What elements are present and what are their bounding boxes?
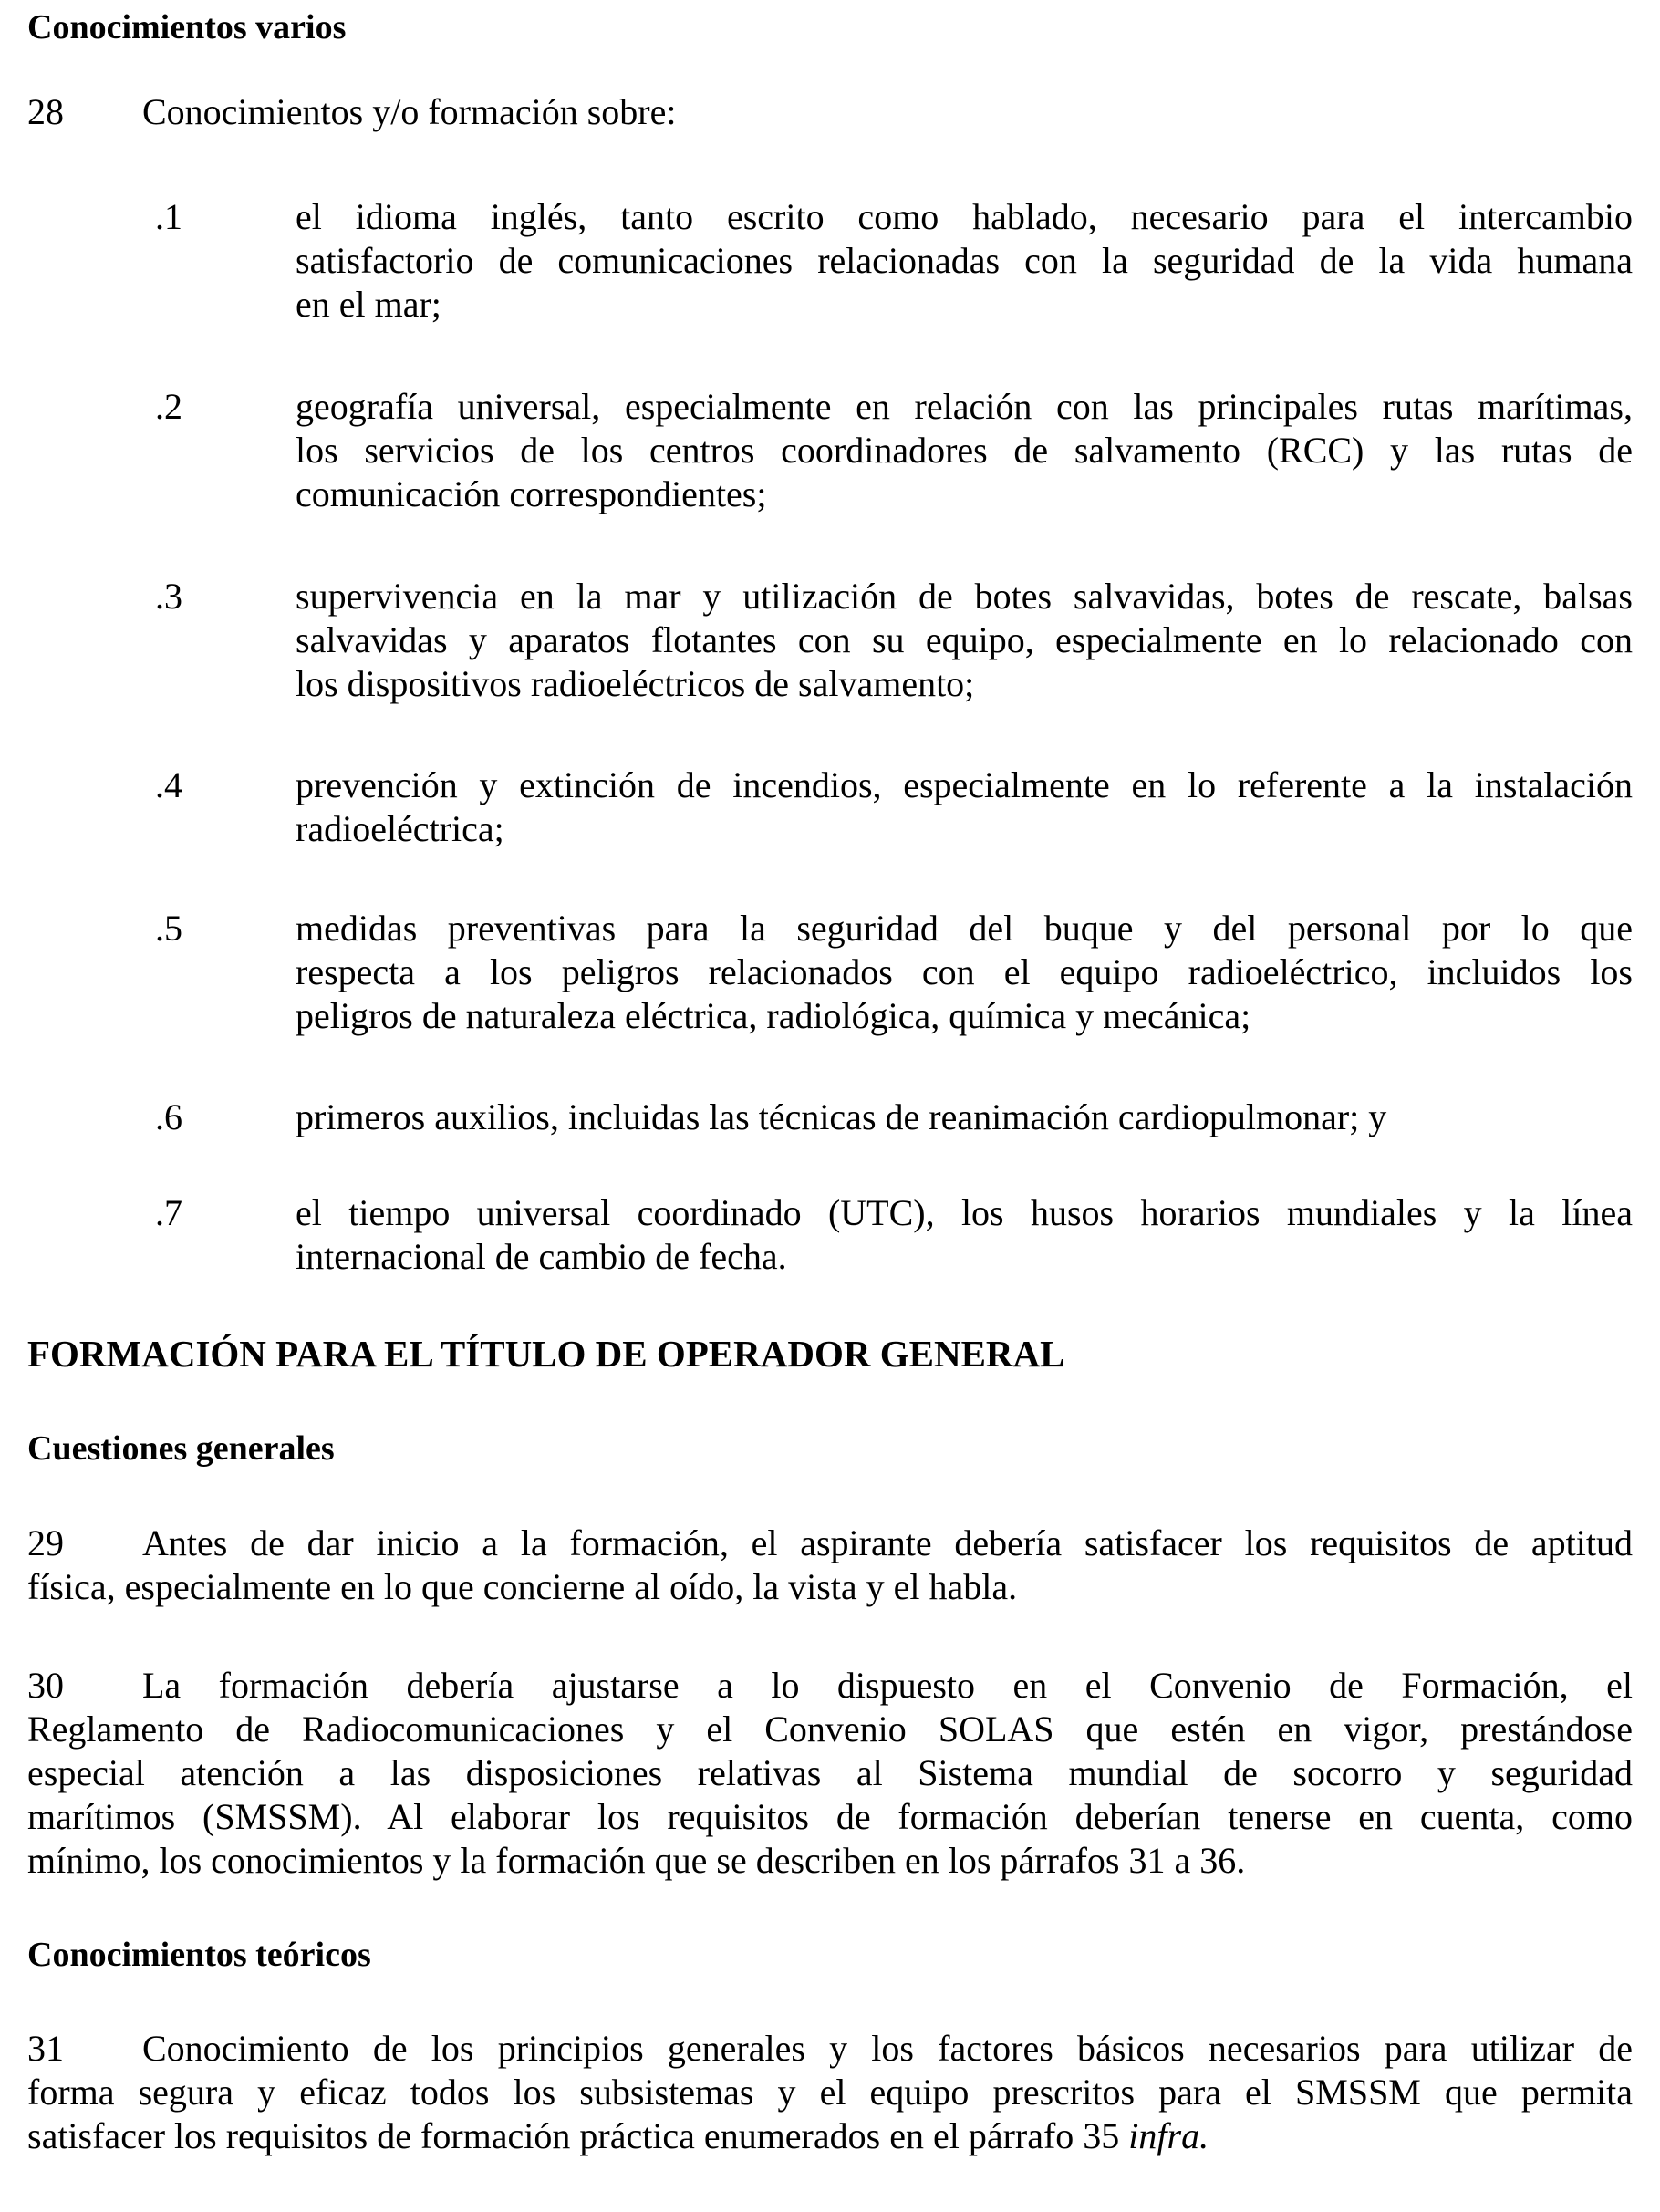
- main-section-heading: FORMACIÓN PARA EL TÍTULO DE OPERADOR GENERAL: [27, 1333, 1065, 1375]
- text-line: peligros de naturaleza eléctrica, radiológica, química y mecánica;: [296, 995, 1251, 1036]
- text-line: geografía universal, especialmente en relación con las principales rutas marítimas,: [296, 386, 1633, 427]
- text-span: Antes de dar inicio a la formación, el aspirante debería satisfacer los requisitos de aptitud: [142, 1522, 1633, 1563]
- text-line: el idioma inglés, tanto escrito como hablado, necesario para el intercambio: [296, 196, 1633, 237]
- heading-conocimientos-varios: Conocimientos varios: [27, 8, 347, 47]
- text-line: mínimo, los conocimientos y la formación que se describen en los párrafos 31 a 36.: [27, 1840, 1246, 1881]
- italic-word: infra.: [1128, 2115, 1209, 2156]
- text-line: los dispositivos radioeléctricos de salvamento;: [296, 663, 975, 704]
- text-line: respecta a los peligros relacionados con el equipo radioeléctrico, incluidos los: [296, 951, 1633, 992]
- text-line: física, especialmente en lo que concierne al oído, la vista y el habla.: [27, 1566, 1018, 1607]
- item-number: .3: [155, 576, 182, 617]
- paragraph-30: [27, 1664, 1633, 1883]
- heading-cuestiones-generales: Cuestiones generales: [27, 1429, 335, 1468]
- item-number: .5: [155, 908, 182, 949]
- item-text: [296, 1096, 1633, 1139]
- item-number: .7: [155, 1192, 182, 1233]
- text-line: [27, 2027, 1633, 2071]
- text-line: radioeléctrica;: [296, 808, 504, 849]
- item-text: [296, 575, 1633, 706]
- item-number: .2: [155, 386, 182, 427]
- paragraph-31: [27, 2027, 1633, 2158]
- text-line: comunicación correspondientes;: [296, 473, 767, 514]
- text-line: salvavidas y aparatos flotantes con su equipo, especialmente en lo relacionado con: [296, 619, 1633, 660]
- text-span: satisfacer los requisitos de formación práctica enumerados en el párrafo 35: [27, 2115, 1120, 2156]
- item-text: [296, 385, 1633, 516]
- text-line: prevención y extinción de incendios, especialmente en lo referente a la instalación: [296, 764, 1633, 805]
- item-number: .4: [155, 764, 182, 805]
- paragraph-29: [27, 1521, 1633, 1609]
- item-text: [296, 907, 1633, 1038]
- paragraph-text: Conocimientos y/o formación sobre:: [142, 91, 677, 132]
- text-line: Reglamento de Radiocomunicaciones y el Convenio SOLAS que estén en vigor, prestándose: [27, 1708, 1633, 1750]
- paragraph-number: 28: [27, 91, 64, 132]
- text-line: [27, 1664, 1633, 1708]
- item-text: [296, 195, 1633, 327]
- paragraph-number: 29: [27, 1522, 64, 1563]
- paragraph-number: 31: [27, 2028, 64, 2069]
- item-number: .1: [155, 196, 182, 237]
- item-text: [296, 763, 1633, 851]
- text-line: satisfactorio de comunicaciones relacionadas con la seguridad de la vida humana: [296, 240, 1633, 281]
- text-line: [27, 2114, 1633, 2158]
- heading-conocimientos-teoricos: Conocimientos teóricos: [27, 1936, 371, 1974]
- text-line: especial atención a las disposiciones relativas al Sistema mundial de socorro y seguridad: [27, 1752, 1633, 1793]
- text-span: La formación debería ajustarse a lo dispuesto en el Convenio de Formación, el: [142, 1665, 1633, 1706]
- text-line: primeros auxilios, incluidas las técnicas de reanimación cardiopulmonar; y: [296, 1096, 1387, 1137]
- text-line: medidas preventivas para la seguridad del buque y del personal por lo que: [296, 908, 1633, 949]
- text-line: los servicios de los centros coordinadores de salvamento (RCC) y las rutas de: [296, 430, 1633, 471]
- paragraph-number: 30: [27, 1665, 64, 1706]
- item-text: [296, 1191, 1633, 1279]
- text-line: internacional de cambio de fecha.: [296, 1236, 787, 1277]
- text-line: en el mar;: [296, 284, 441, 325]
- paragraph-28: [27, 90, 1633, 134]
- text-line: supervivencia en la mar y utilización de botes salvavidas, botes de rescate, balsas: [296, 576, 1633, 617]
- item-number: .6: [155, 1096, 182, 1137]
- text-line: forma segura y eficaz todos los subsistemas y el equipo prescritos para el SMSSM que permita: [27, 2072, 1633, 2113]
- text-span: Conocimiento de los principios generales y los factores básicos necesarios para utilizar de: [142, 2028, 1633, 2069]
- text-line: marítimos (SMSSM). Al elaborar los requisitos de formación deberían tenerse en cuenta, como: [27, 1796, 1633, 1837]
- text-line: [27, 1521, 1633, 1565]
- text-line: el tiempo universal coordinado (UTC), los husos horarios mundiales y la línea: [296, 1192, 1633, 1233]
